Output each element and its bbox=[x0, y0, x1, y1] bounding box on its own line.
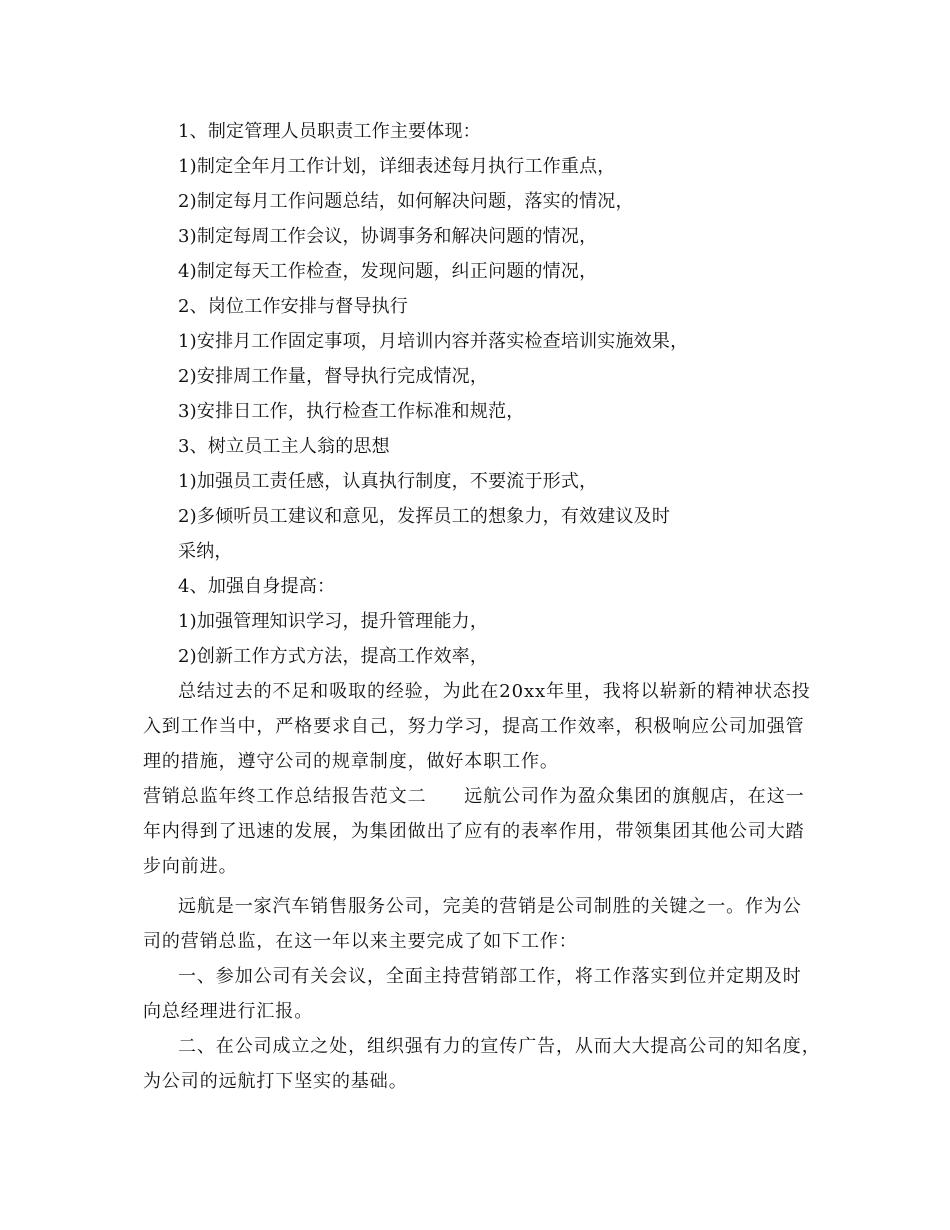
heading-3: 3、树立员工主人翁的思想 bbox=[178, 436, 390, 457]
paragraph-line: 步向前进。 bbox=[143, 856, 238, 877]
paragraph-line: 二、在公司成立之处，组织强有力的宣传广告，从而大大提高公司的知名度， bbox=[178, 1036, 821, 1057]
paragraph-line: 司的营销总监，在这一年以来主要完成了如下工作： bbox=[143, 931, 578, 952]
paragraph-line: 为公司的远航打下坚实的基础。 bbox=[143, 1071, 408, 1092]
list-item: 4)制定每天工作检查，发现问题，纠正问题的情况， bbox=[178, 261, 598, 282]
paragraph-line: 年内得到了迅速的发展，为集团做出了应有的表率作用，带领集团其他公司大踏 bbox=[143, 821, 805, 842]
list-item: 1)加强员工责任感，认真执行制度，不要流于形式， bbox=[178, 471, 598, 492]
list-item: 3)安排日工作，执行检查工作标准和规范， bbox=[178, 401, 525, 422]
paragraph-line: 一、参加公司有关会议，全面主持营销部工作，将工作落实到位并定期及时 bbox=[178, 966, 802, 987]
section-title-line: 营销总监年终工作总结报告范文二 远航公司作为盈众集团的旗舰店，在这一 bbox=[143, 786, 805, 807]
list-item: 2)制定每月工作问题总结，如何解决问题，落实的情况， bbox=[178, 191, 634, 212]
paragraph-line: 向总经理进行汇报。 bbox=[143, 1001, 314, 1022]
paragraph-line: 理的措施，遵守公司的规章制度，做好本职工作。 bbox=[143, 751, 559, 772]
heading-1: 1、制定管理人员职责工作主要体现： bbox=[178, 121, 481, 142]
heading-4: 4、加强自身提高： bbox=[178, 576, 336, 597]
list-item: 2)多倾听员工建议和意见，发挥员工的想象力，有效建议及时 bbox=[178, 506, 671, 527]
list-item: 2)创新工作方式方法，提高工作效率， bbox=[178, 646, 489, 667]
list-item: 1)加强管理知识学习，提升管理能力， bbox=[178, 611, 489, 632]
paragraph-line: 远航是一家汽车销售服务公司，完美的营销是公司制胜的关键之一。作为公 bbox=[178, 896, 802, 917]
list-item: 3)制定每周工作会议，协调事务和解决问题的情况， bbox=[178, 226, 598, 247]
list-item: 2)安排周工作量，督导执行完成情况， bbox=[178, 366, 489, 387]
paragraph-line: 入到工作当中，严格要求自己，努力学习，提高工作效率，积极响应公司加强管 bbox=[143, 716, 805, 737]
list-item: 1)安排月工作固定事项，月培训内容并落实检查培训实施效果， bbox=[178, 331, 689, 352]
paragraph-line: 总结过去的不足和吸取的经验，为此在20xx年里，我将以崭新的精神状态投 bbox=[178, 681, 811, 702]
list-item-continuation: 采纳， bbox=[178, 541, 233, 562]
heading-2: 2、岗位工作安排与督导执行 bbox=[178, 296, 409, 317]
list-item: 1)制定全年月工作计划，详细表述每月执行工作重点， bbox=[178, 156, 616, 177]
